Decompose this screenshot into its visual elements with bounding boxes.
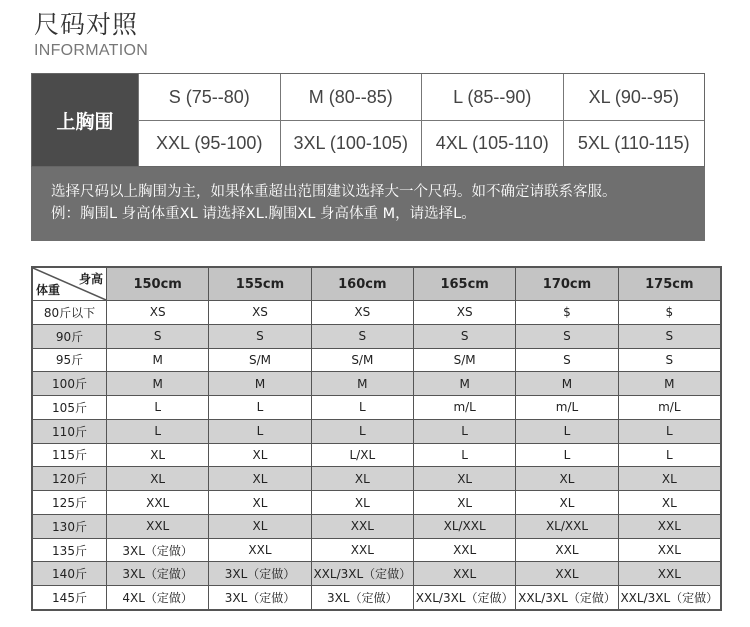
bust-size-cell: XL (90--95) — [563, 74, 705, 120]
table-row — [33, 419, 721, 443]
weight-cell: 90斤 — [33, 324, 107, 348]
size-table — [32, 267, 721, 610]
size-cell: 3XL（定做） — [107, 562, 209, 586]
size-cell: S — [209, 324, 311, 348]
size-cell: XL — [209, 467, 311, 491]
size-cell: S — [618, 324, 720, 348]
weight-cell: 95斤 — [33, 348, 107, 372]
table-row — [33, 324, 721, 348]
size-cell: L — [618, 419, 720, 443]
size-cell: XL — [413, 467, 515, 491]
note-line-1: 选择尺码以上胸围为主，如果体重超出范围建议选择大一个尺码。如不确定请联系客服。 — [51, 184, 617, 200]
size-cell: XXL — [618, 514, 720, 538]
size-cell: L/XL — [311, 443, 413, 467]
weight-cell: 105斤 — [33, 396, 107, 420]
size-cell: 3XL（定做） — [311, 586, 413, 610]
size-cell: m/L — [413, 396, 515, 420]
size-cell: L — [516, 419, 618, 443]
size-cell: L — [209, 419, 311, 443]
table-corner-header — [33, 268, 107, 301]
weight-cell: 115斤 — [33, 443, 107, 467]
weight-cell: 80斤以下 — [33, 301, 107, 325]
bust-size-cell: XXL (95-100) — [138, 120, 280, 166]
bust-size-cell: S (75--80) — [138, 74, 280, 120]
size-cell: S — [618, 348, 720, 372]
height-column-header: 160cm — [311, 268, 413, 301]
table-row — [33, 443, 721, 467]
size-cell: S — [516, 348, 618, 372]
size-cell: XXL — [516, 562, 618, 586]
size-cell: XXL — [107, 514, 209, 538]
height-column-header: 170cm — [516, 268, 618, 301]
table-row — [33, 491, 721, 515]
size-cell: M — [107, 348, 209, 372]
size-cell: XS — [209, 301, 311, 325]
size-cell: XXL — [413, 562, 515, 586]
size-cell: XL — [311, 491, 413, 515]
size-cell: S — [413, 324, 515, 348]
size-cell: XL/XXL — [413, 514, 515, 538]
size-cell: S/M — [413, 348, 515, 372]
size-cell: M — [618, 372, 720, 396]
table-header-row — [33, 268, 721, 301]
note-line-2: 例：胸围L 身高体重XL 请选择XL.胸围XL 身高体重 M，请选择L。 — [51, 206, 476, 222]
weight-cell: 120斤 — [33, 467, 107, 491]
size-cell: XXL/3XL（定做） — [516, 586, 618, 610]
size-cell: XXL — [516, 538, 618, 562]
size-cell: XS — [311, 301, 413, 325]
table-row — [33, 514, 721, 538]
size-cell: 3XL（定做） — [209, 586, 311, 610]
size-cell: m/L — [618, 396, 720, 420]
size-table-wrapper — [31, 266, 722, 611]
size-cell: XL — [311, 467, 413, 491]
size-cell: XXL/3XL（定做） — [618, 586, 720, 610]
table-row — [33, 372, 721, 396]
size-cell: XL — [413, 491, 515, 515]
size-cell: XL — [516, 467, 618, 491]
height-column-header: 155cm — [209, 268, 311, 301]
size-cell: L — [516, 443, 618, 467]
bust-size-cell: 3XL (100-105) — [280, 120, 422, 166]
size-cell: L — [311, 396, 413, 420]
weight-cell: 145斤 — [33, 586, 107, 610]
weight-cell: 110斤 — [33, 419, 107, 443]
height-column-header: 175cm — [618, 268, 720, 301]
size-cell: XXL — [618, 562, 720, 586]
table-row — [33, 586, 721, 610]
size-cell: XL — [618, 467, 720, 491]
size-cell: XXL — [311, 538, 413, 562]
size-cell: XL — [209, 443, 311, 467]
size-cell: M — [107, 372, 209, 396]
size-cell: XXL — [413, 538, 515, 562]
size-cell: XXL — [107, 491, 209, 515]
height-column-header: 150cm — [107, 268, 209, 301]
bust-size-grid — [138, 74, 704, 166]
size-cell: L — [107, 396, 209, 420]
size-cell: L — [413, 443, 515, 467]
size-cell: M — [209, 372, 311, 396]
size-cell: XL/XXL — [516, 514, 618, 538]
weight-cell: 135斤 — [33, 538, 107, 562]
size-cell: XL — [107, 467, 209, 491]
size-cell: $ — [618, 301, 720, 325]
size-cell: L — [209, 396, 311, 420]
size-cell: XXL — [311, 514, 413, 538]
size-cell: M — [311, 372, 413, 396]
weight-cell: 100斤 — [33, 372, 107, 396]
size-cell: S — [107, 324, 209, 348]
bust-size-cell: 4XL (105-110) — [421, 120, 563, 166]
height-column-header: 165cm — [413, 268, 515, 301]
size-cell: XXL/3XL（定做） — [311, 562, 413, 586]
page-subtitle: INFORMATION — [34, 42, 149, 59]
size-cell: 3XL（定做） — [209, 562, 311, 586]
size-cell: L — [618, 443, 720, 467]
size-cell: XL — [107, 443, 209, 467]
bust-size-box — [31, 73, 705, 167]
weight-cell: 125斤 — [33, 491, 107, 515]
size-cell: S/M — [311, 348, 413, 372]
size-cell: $ — [516, 301, 618, 325]
size-cell: S — [516, 324, 618, 348]
size-cell: 4XL（定做） — [107, 586, 209, 610]
size-cell: S — [311, 324, 413, 348]
size-cell: XS — [107, 301, 209, 325]
bust-label: 上胸围 — [32, 74, 138, 166]
size-cell: L — [311, 419, 413, 443]
size-cell: L — [413, 419, 515, 443]
table-row — [33, 301, 721, 325]
size-cell: m/L — [516, 396, 618, 420]
size-cell: XL — [209, 514, 311, 538]
bust-size-cell: L (85--90) — [421, 74, 563, 120]
size-cell: S/M — [209, 348, 311, 372]
size-cell: XL — [209, 491, 311, 515]
size-cell: M — [516, 372, 618, 396]
size-cell: XXL — [209, 538, 311, 562]
size-cell: XL — [516, 491, 618, 515]
size-cell: XXL — [618, 538, 720, 562]
weight-cell: 140斤 — [33, 562, 107, 586]
corner-weight-label: 体重 — [36, 283, 61, 297]
size-note — [31, 167, 705, 241]
page-header — [34, 10, 148, 60]
corner-height-label: 身高 — [78, 272, 103, 286]
weight-cell: 130斤 — [33, 514, 107, 538]
table-row — [33, 467, 721, 491]
size-cell: M — [413, 372, 515, 396]
table-row — [33, 396, 721, 420]
table-row — [33, 348, 721, 372]
size-cell: XL — [618, 491, 720, 515]
bust-size-cell: 5XL (110-115) — [563, 120, 705, 166]
table-row — [33, 562, 721, 586]
size-cell: XXL/3XL（定做） — [413, 586, 515, 610]
size-cell: XS — [413, 301, 515, 325]
size-cell: L — [107, 419, 209, 443]
page-title: 尺码对照 — [34, 10, 139, 39]
size-cell: 3XL（定做） — [107, 538, 209, 562]
table-row — [33, 538, 721, 562]
bust-size-cell: M (80--85) — [280, 74, 422, 120]
